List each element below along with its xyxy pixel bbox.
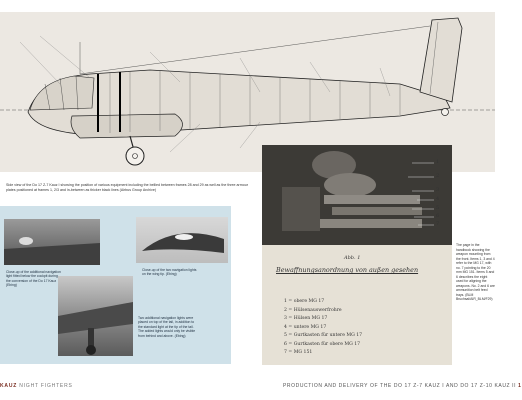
photo-caption-2: Close-up of the two navigation lights on the wing tip. (Ebing) <box>142 268 197 277</box>
figure-label: Abb. 1 <box>344 255 361 261</box>
legend-item: 4 = untere MG 17 <box>284 324 327 330</box>
drawing-caption: Side view of the Do 17 Z-7 Kauz I showing the position of various equipment including the bellied between frames 28 and 29 as well as the three armour plates positioned at frames 1, 2/3 and in-between as thicker black lines (Airbus Group Archive) <box>6 183 248 192</box>
callout-3: 3 <box>436 187 440 193</box>
callout-4: 4 <box>436 196 440 202</box>
photo-caption-3: Two additional navigation lights were placed on top of the tail, in addition to the standard light at the tip of the tail. The added lights would only be visible from behind and above. (Ebing) <box>138 316 196 338</box>
page-number: 1 <box>518 383 522 389</box>
footer-right <box>283 383 522 389</box>
legend-item: 5 = Gurtkasten für untere MG 17 <box>284 333 363 338</box>
footer-brand: KAUZ <box>0 383 18 389</box>
footer-section: NIGHT FIGHTERS <box>17 383 73 389</box>
handbook-caption: The page in the handbook showing the weapon mounting from the front. Items 1, 3 and 4 refer to the MG 17, with no. 7 pointing to the 20 mm MG 151. Items 5 and 6 describes the eight used for aligning the weapons. No. 2 and 6 are ammunition belt feed trays. (BLM Bruchsal/AIR_BLM/F29) <box>456 243 495 301</box>
callout-2: 2 <box>436 173 440 179</box>
legend-item: 1 = obere MG 17 <box>284 299 325 304</box>
photo-caption-1: Close-up of the additional navigation light fitted below the cockpit during the conversion of the Do 17 Kauz (Ebing) <box>6 270 61 288</box>
legend-item: 7 = MG 151 <box>284 350 313 355</box>
photo-cockpit-light <box>4 219 100 265</box>
callout-6: 6 <box>436 213 440 219</box>
photo-wing-tip <box>136 217 228 263</box>
callout-1: 1 <box>436 159 440 165</box>
handbook-page <box>262 145 452 365</box>
photo-tail-lights <box>58 276 133 356</box>
callout-7: 7 <box>436 221 440 227</box>
footer-chapter-title: PRODUCTION AND DELIVERY OF THE DO 17 Z-7 KAUZ I AND DO 17 Z-10 KAUZ II <box>283 383 517 389</box>
footer-left <box>0 383 73 389</box>
document-heading: Bewaffnungsanordnung von außen gesehen <box>276 266 419 274</box>
legend-item: 6 = Gurtkasten für obere MG 17 <box>284 341 361 347</box>
legend-item: 3 = Hülsen MG 17 <box>284 316 328 321</box>
callout-5: 5 <box>436 205 440 211</box>
legend-list <box>284 298 444 358</box>
legend-item: 2 = Hülsenauswerfrohre <box>284 307 342 313</box>
